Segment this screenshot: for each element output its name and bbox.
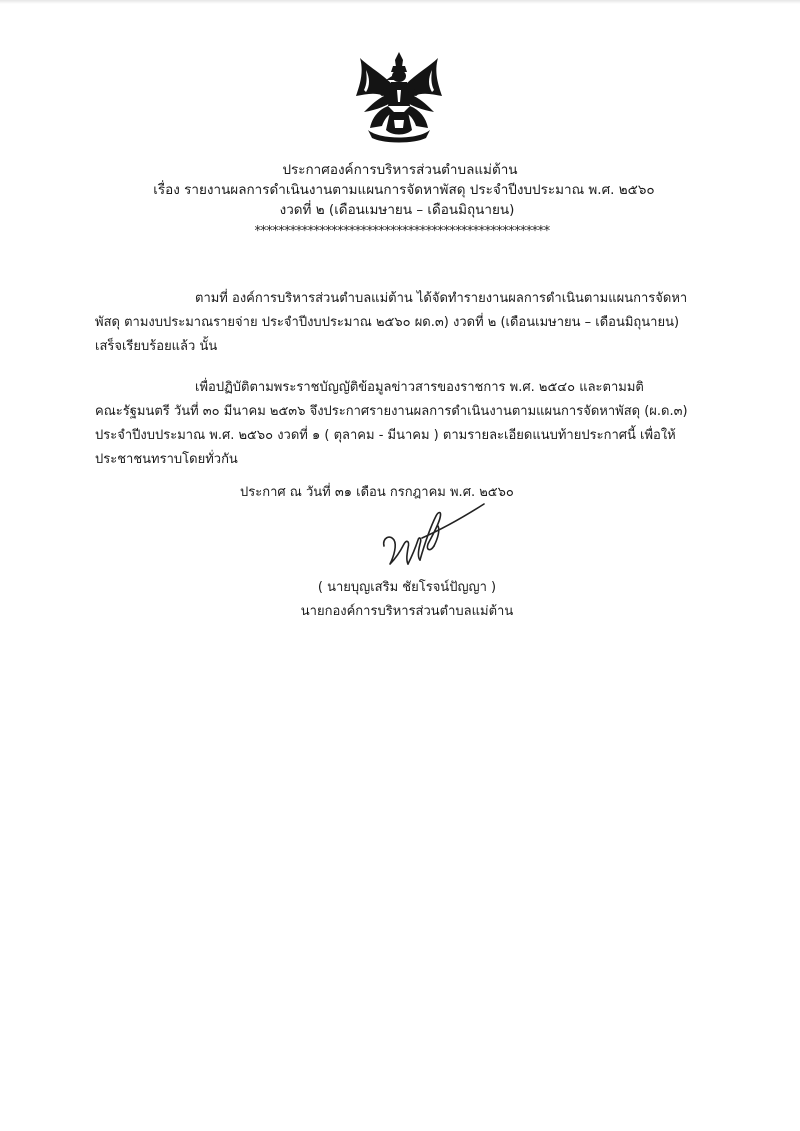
announcement-date: ประกาศ ณ วันที่ ๓๑ เดือน กรกฎาคม พ.ศ. ๒๕๖๐ [240,485,514,500]
handwritten-signature [378,500,488,580]
body-paragraph-1 [95,287,710,359]
signer-position: นายกองค์การบริหารส่วนตำบลแม่ต้าน [300,604,514,619]
garuda-emblem-icon [354,50,444,145]
body-paragraph-2 [95,376,710,472]
paragraph-line: ประชาชนทราบโดยทั่วกัน [95,452,238,467]
signer-name: ( นายบุญเสริม ชัยโรจน์ปัญญา ) [317,580,497,595]
paragraph-line: คณะรัฐมนตรี วันที่ ๓๐ มีนาคม ๒๕๓๖ จึงประกาศรายงานผลการดำเนินงานตามแผนการจัดหาพัสดุ (ผ.ด.๓) [95,404,688,419]
signer-block [262,576,552,624]
paragraph-line: เพื่อปฏิบัติตามพระราชบัญญัติข้อมูลข่าวสารของราชการ พ.ศ. ๒๕๔๐ และตามมติ [195,380,644,395]
paragraph-line: พัสดุ ตามงบประมาณรายจ่าย ประจำปีงบประมาณ ๒๕๖๐ ผด.๓) งวดที่ ๒ (เดือนเมษายน – เดือนมิถุนายน) [95,315,680,330]
announcement-period: งวดที่ ๒ (เดือนเมษายน – เดือนมิถุนายน) [279,202,515,218]
paragraph-line: ตามที่ องค์การบริหารส่วนตำบลแม่ต้าน ได้จัดทำรายงานผลการดำเนินตามแผนการจัดหา [195,291,688,306]
scan-edge-shadow [0,0,800,4]
paragraph-line: เสร็จเรียบร้อยแล้ว นั้น [95,339,218,354]
announcement-header [0,160,800,240]
paragraph-line: ประจำปีงบประมาณ พ.ศ. ๒๕๖๐ งวดที่ ๑ ( ตุลาคม - มีนาคม ) ตามรายละเอียดแนบท้ายประกาศนี้ เพื่อให้ [95,428,676,443]
announcement-subject: เรื่อง รายงานผลการดำเนินงานตามแผนการจัดหาพัสดุ ประจำปีงบประมาณ พ.ศ. ๒๕๖๐ [153,182,655,198]
announcement-title: ประกาศองค์การบริหารส่วนตำบลแม่ต้าน [282,162,518,178]
header-separator: ************************************************** [254,224,550,239]
